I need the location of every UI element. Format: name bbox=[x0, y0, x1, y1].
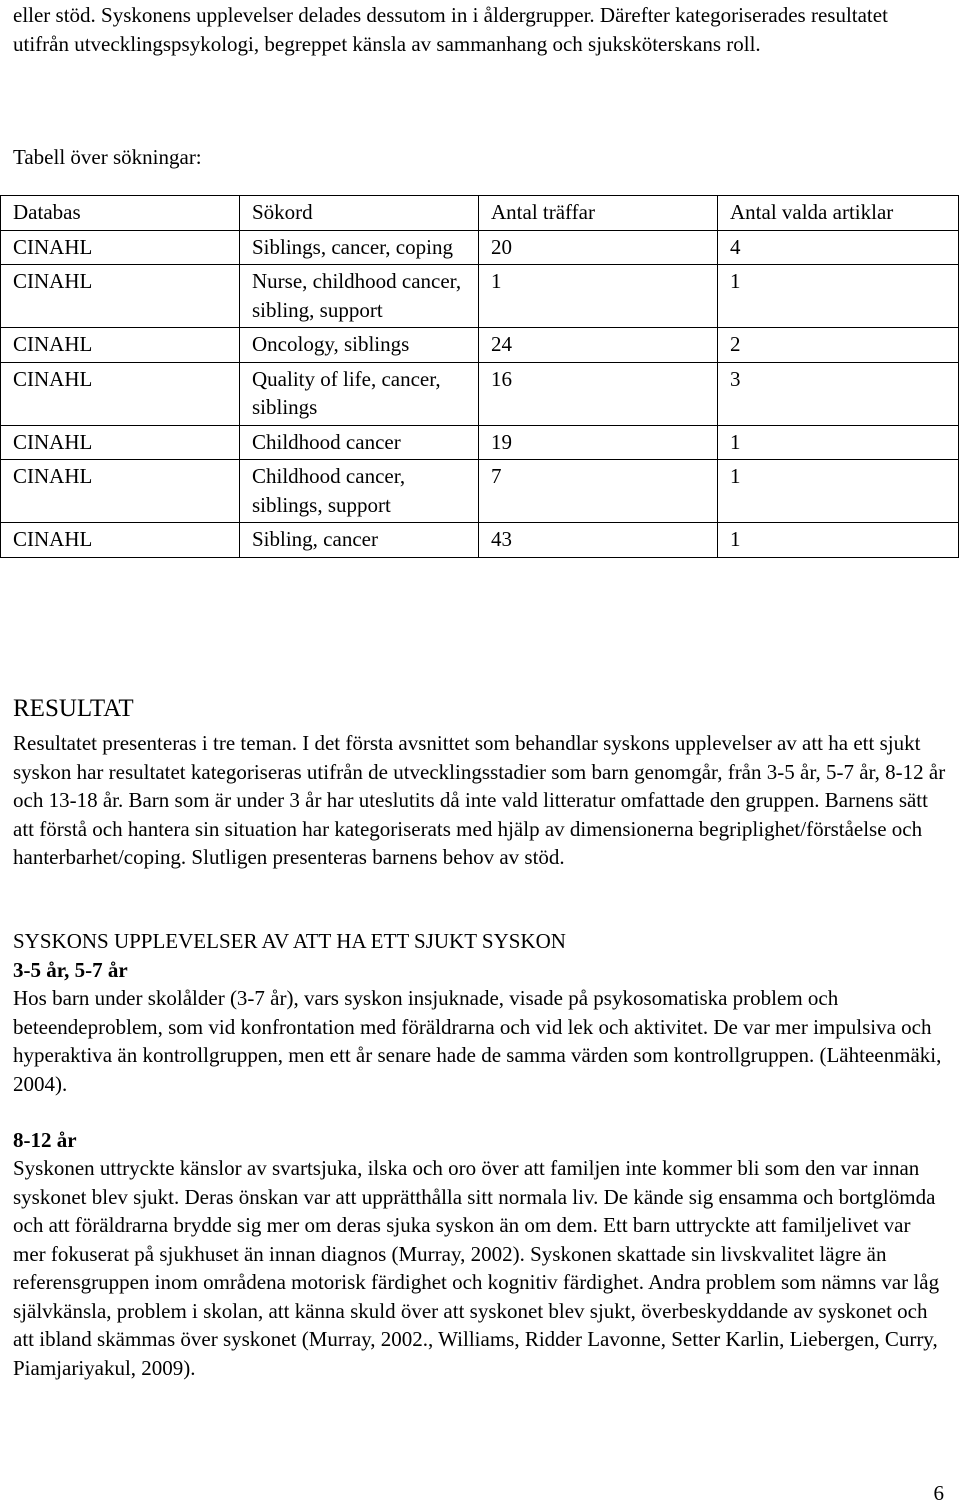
cell-selected: 2 bbox=[718, 328, 959, 363]
table-row bbox=[1, 362, 959, 425]
table-header-row bbox=[1, 196, 959, 231]
cell-hits: 19 bbox=[479, 425, 718, 460]
cell-search-terms: Quality of life, cancer, siblings bbox=[240, 362, 479, 425]
header-search-terms: Sökord bbox=[240, 196, 479, 231]
table-row bbox=[1, 328, 959, 363]
subheading-3-7: 3-5 år, 5-7 år bbox=[13, 958, 128, 982]
cell-database: CINAHL bbox=[1, 230, 240, 265]
cell-database: CINAHL bbox=[1, 523, 240, 558]
section-heading: SYSKONS UPPLEVELSER AV ATT HA ETT SJUKT SYSKON bbox=[13, 929, 566, 953]
cell-search-terms: Sibling, cancer bbox=[240, 523, 479, 558]
table-row bbox=[1, 230, 959, 265]
cell-selected: 3 bbox=[718, 362, 959, 425]
cell-selected: 1 bbox=[718, 265, 959, 328]
cell-database: CINAHL bbox=[1, 460, 240, 523]
cell-database: CINAHL bbox=[1, 265, 240, 328]
cell-selected: 1 bbox=[718, 460, 959, 523]
subheading-8-12: 8-12 år bbox=[13, 1128, 77, 1152]
cell-search-terms: Siblings, cancer, coping bbox=[240, 230, 479, 265]
header-hits: Antal träffar bbox=[479, 196, 718, 231]
search-table bbox=[0, 195, 959, 558]
cell-selected: 1 bbox=[718, 425, 959, 460]
cell-database: CINAHL bbox=[1, 425, 240, 460]
table-row bbox=[1, 265, 959, 328]
cell-search-terms: Nurse, childhood cancer, sibling, support bbox=[240, 265, 479, 328]
cell-hits: 7 bbox=[479, 460, 718, 523]
cell-search-terms: Childhood cancer bbox=[240, 425, 479, 460]
resultat-heading: RESULTAT bbox=[13, 695, 134, 722]
cell-hits: 20 bbox=[479, 230, 718, 265]
cell-hits: 16 bbox=[479, 362, 718, 425]
cell-database: CINAHL bbox=[1, 328, 240, 363]
cell-selected: 4 bbox=[718, 230, 959, 265]
header-database: Databas bbox=[1, 196, 240, 231]
header-selected: Antal valda artiklar bbox=[718, 196, 959, 231]
cell-search-terms: Oncology, siblings bbox=[240, 328, 479, 363]
cell-hits: 1 bbox=[479, 265, 718, 328]
table-caption: Tabell över sökningar: bbox=[13, 145, 202, 169]
resultat-paragraph: Resultatet presenteras i tre teman. I det första avsnittet som behandlar syskons upplevelser av att ha ett sjukt syskon har resultatet kategoriseras utifrån de utvecklingsstadier som barn genomgår, från 3-5 år, 5-7 år, 8-12 år och 13-18 år. Barn som är under 3 år har uteslutits då inte vald litteratur omfattade den gruppen. Barnens sätt att förstå och hantera sin situation har kategoriserats med hjälp av dimensionerna begriplighet/förståelse och hanterbarhet/coping. Slutligen presenteras barnens behov av stöd. bbox=[13, 731, 946, 869]
cell-database: CINAHL bbox=[1, 362, 240, 425]
paragraph-8-12: Syskonen uttryckte känslor av svartsjuka, ilska och oro över att familjen inte kommer bli som den var innan syskonet blev sjukt. Deras önskan var att upprätthålla sitt normala liv. De kände sig ensamma och bortglömda och att föräldrarna brydde sig mer om deras sjuka syskon än om dem. Ett barn uttryckte att familjelivet var mer fokuserat på sjukhuset än innan diagnos (Murray, 2002). Syskonen skattade sin livskvalitet lägre än referensgruppen inom områdena motorisk färdighet och kognitiv färdighet. Andra problem som nämns var låg självkänsla, problem i skolan, att känna skuld över att syskonet blev sjukt, överbeskyddande av syskonet och att ibland skämmas över syskonet (Murray, 2002., Williams, Ridder Lavonne, Setter Karlin, Liebergen, Curry, Piamjariyakul, 2009). bbox=[13, 1156, 940, 1380]
table-row bbox=[1, 460, 959, 523]
cell-selected: 1 bbox=[718, 523, 959, 558]
paragraph-3-7: Hos barn under skolålder (3-7 år), vars syskon insjuknade, visade på psykosomatiska problem och beteendeproblem, som vid konfrontation med föräldrarna och vid lek och aktivitet. De var mer impulsiva och hyperaktiva än kontrollgruppen, men ett år senare hade de samma värden som kontrollgruppen. (Lähteenmäki, 2004). bbox=[13, 986, 942, 1096]
table-row bbox=[1, 523, 959, 558]
intro-paragraph: eller stöd. Syskonens upplevelser delades dessutom in i åldergrupper. Därefter kategoriserades resultatet utifrån utvecklingspsykologi, begreppet känsla av sammanhang och sjuksköterskans roll. bbox=[13, 3, 888, 56]
page-number: 6 bbox=[933, 1481, 944, 1505]
cell-search-terms: Childhood cancer, siblings, support bbox=[240, 460, 479, 523]
cell-hits: 24 bbox=[479, 328, 718, 363]
cell-hits: 43 bbox=[479, 523, 718, 558]
table-row bbox=[1, 425, 959, 460]
